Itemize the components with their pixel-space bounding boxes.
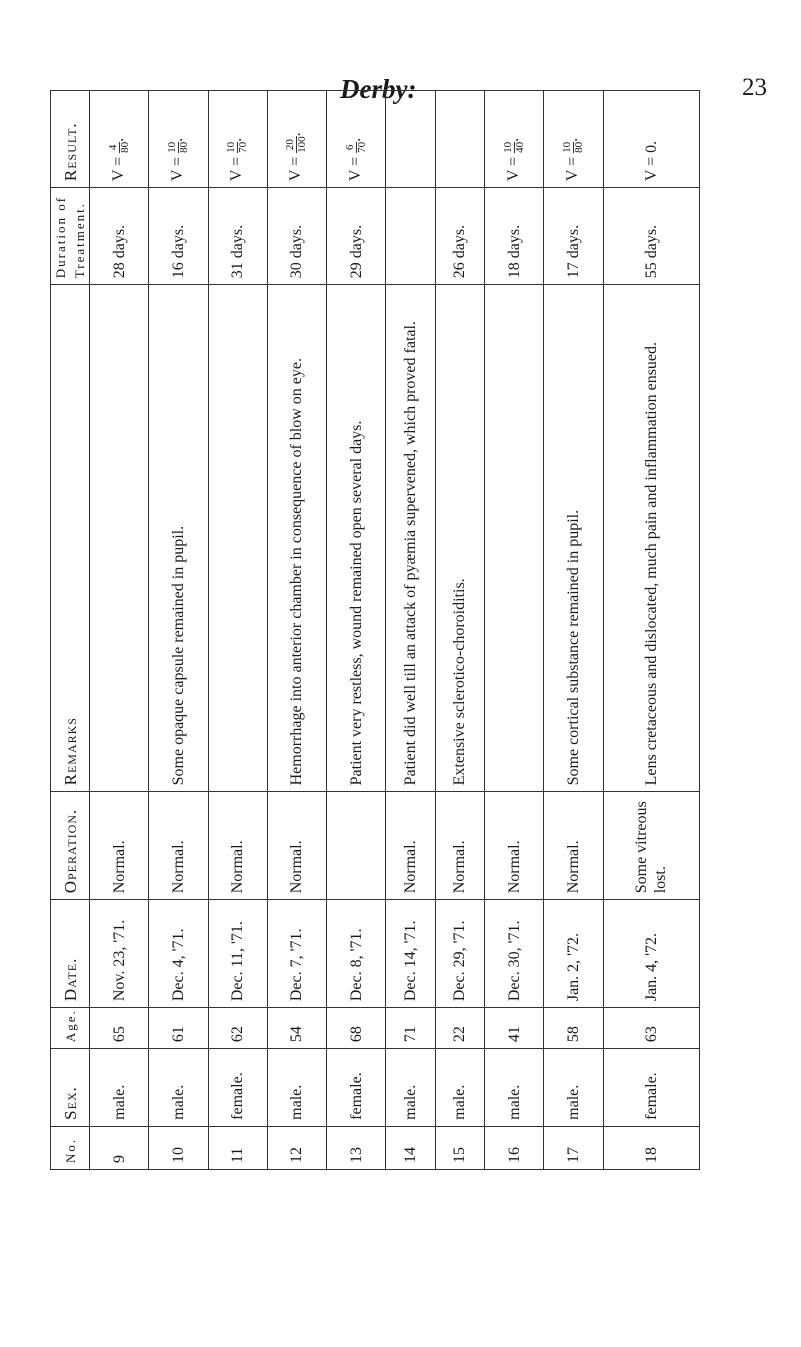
cell-remarks bbox=[208, 285, 267, 792]
result-prefix: V = bbox=[228, 156, 246, 182]
cell-operation: Normal. bbox=[544, 792, 603, 900]
cell-age: 54 bbox=[267, 1008, 326, 1049]
cell-duration: 31 days. bbox=[208, 188, 267, 285]
cell-remarks bbox=[485, 285, 544, 792]
table-row bbox=[149, 91, 208, 1170]
result-numerator: 6 bbox=[345, 142, 357, 153]
table-body bbox=[90, 91, 700, 1170]
cell-remarks: Hemorrhage into anterior chamber in consequence of blow on eye. bbox=[267, 285, 326, 792]
cell-result bbox=[149, 91, 208, 188]
cell-age: 68 bbox=[327, 1008, 386, 1049]
result-numerator: 4 bbox=[108, 142, 120, 153]
result-prefix: V = bbox=[287, 156, 305, 182]
table-row bbox=[435, 91, 484, 1170]
result-fraction bbox=[562, 142, 585, 153]
cell-date: Nov. 23, '71. bbox=[90, 900, 149, 1008]
result-prefix: V = 0. bbox=[642, 140, 660, 182]
cell-date: Dec. 30, '71. bbox=[485, 900, 544, 1008]
result-prefix: V = bbox=[504, 156, 522, 182]
cell-duration: 55 days. bbox=[603, 188, 699, 285]
cell-result bbox=[435, 91, 484, 188]
table-row bbox=[485, 91, 544, 1170]
result-tail: . bbox=[287, 132, 305, 137]
table-row bbox=[267, 91, 326, 1170]
result-denominator: 100 bbox=[296, 136, 309, 153]
result-denominator: 40 bbox=[513, 141, 526, 153]
cell-age: 58 bbox=[544, 1008, 603, 1049]
cell-result bbox=[267, 91, 326, 188]
cell-duration: 18 days. bbox=[485, 188, 544, 285]
result-denominator: 80 bbox=[573, 141, 585, 153]
cell-date: Dec. 4, '71. bbox=[149, 900, 208, 1008]
cell-operation: Normal. bbox=[90, 792, 149, 900]
cell-operation bbox=[327, 792, 386, 900]
result-numerator: 10 bbox=[225, 141, 238, 153]
cataract-cases-table-wrapper bbox=[50, 90, 700, 1170]
result-tail: . bbox=[228, 137, 246, 142]
cell-sex: female. bbox=[327, 1049, 386, 1127]
cell-no: 13 bbox=[327, 1126, 386, 1169]
cell-result bbox=[544, 91, 603, 188]
cell-date: Dec. 8, '71. bbox=[327, 900, 386, 1008]
result-fraction bbox=[108, 142, 131, 153]
result-fraction bbox=[503, 142, 526, 153]
running-title: Derby: bbox=[340, 74, 417, 104]
cell-no: 16 bbox=[485, 1126, 544, 1169]
cell-result bbox=[327, 91, 386, 188]
cell-date: Dec. 29, '71. bbox=[435, 900, 484, 1008]
cell-duration bbox=[386, 188, 435, 285]
cell-no: 12 bbox=[267, 1126, 326, 1169]
header-remarks: Remarks bbox=[51, 285, 90, 792]
header-sex: Sex. bbox=[51, 1049, 90, 1127]
cell-date: Dec. 11, '71. bbox=[208, 900, 267, 1008]
cell-sex: female. bbox=[208, 1049, 267, 1127]
cell-operation: Normal. bbox=[435, 792, 484, 900]
cell-operation: Normal. bbox=[208, 792, 267, 900]
result-numerator: 20 bbox=[285, 136, 297, 153]
cell-no: 15 bbox=[435, 1126, 484, 1169]
cell-no: 10 bbox=[149, 1126, 208, 1169]
cell-age: 63 bbox=[603, 1008, 699, 1049]
cell-result bbox=[603, 91, 699, 188]
cell-duration: 26 days. bbox=[435, 188, 484, 285]
cell-no: 11 bbox=[208, 1126, 267, 1169]
cell-duration: 29 days. bbox=[327, 188, 386, 285]
result-denominator: 80 bbox=[177, 141, 190, 153]
cell-remarks bbox=[90, 285, 149, 792]
cell-remarks: Some opaque capsule remained in pupil. bbox=[149, 285, 208, 792]
result-tail: . bbox=[346, 137, 364, 142]
cell-duration: 30 days. bbox=[267, 188, 326, 285]
cell-operation: Normal. bbox=[386, 792, 435, 900]
cell-result bbox=[485, 91, 544, 188]
cell-duration: 16 days. bbox=[149, 188, 208, 285]
cell-age: 61 bbox=[149, 1008, 208, 1049]
cell-remarks: Extensive sclerotico-choroiditis. bbox=[435, 285, 484, 792]
cell-age: 41 bbox=[485, 1008, 544, 1049]
cell-age: 62 bbox=[208, 1008, 267, 1049]
header-result: Result. bbox=[51, 91, 90, 188]
result-fraction bbox=[285, 136, 308, 153]
result-fraction bbox=[345, 142, 368, 153]
cell-age: 22 bbox=[435, 1008, 484, 1049]
cell-date: Jan. 2, '72. bbox=[544, 900, 603, 1008]
cell-operation: Some vitreous lost. bbox=[603, 792, 699, 900]
table-row bbox=[603, 91, 699, 1170]
table-row bbox=[327, 91, 386, 1170]
cell-sex: male. bbox=[386, 1049, 435, 1127]
cell-sex: male. bbox=[90, 1049, 149, 1127]
cell-result bbox=[208, 91, 267, 188]
header-duration: Duration of Treatment. bbox=[51, 188, 90, 285]
cell-date: Dec. 14, '71. bbox=[386, 900, 435, 1008]
cell-sex: male. bbox=[267, 1049, 326, 1127]
cell-sex: female. bbox=[603, 1049, 699, 1127]
page-number: 23 bbox=[742, 74, 767, 101]
cell-duration: 28 days. bbox=[90, 188, 149, 285]
cell-operation: Normal. bbox=[267, 792, 326, 900]
cell-sex: male. bbox=[485, 1049, 544, 1127]
table-row bbox=[386, 91, 435, 1170]
header-date: Date. bbox=[51, 900, 90, 1008]
cell-remarks: Lens cretaceous and dislocated, much pain and inflammation ensued. bbox=[603, 285, 699, 792]
cell-no: 18 bbox=[603, 1126, 699, 1169]
result-numerator: 10 bbox=[501, 141, 514, 153]
result-tail: . bbox=[504, 137, 522, 142]
result-denominator: 70 bbox=[237, 141, 250, 153]
cell-remarks: Patient very restless, wound remained open several days. bbox=[327, 285, 386, 792]
cell-age: 71 bbox=[386, 1008, 435, 1049]
result-fraction bbox=[167, 142, 190, 153]
result-prefix: V = bbox=[169, 156, 187, 182]
result-prefix: V = bbox=[109, 156, 127, 182]
result-denominator: 80 bbox=[118, 141, 131, 153]
cell-remarks: Some cortical substance remained in pupil. bbox=[544, 285, 603, 792]
result-prefix: V = bbox=[564, 156, 582, 182]
cell-result bbox=[90, 91, 149, 188]
cell-sex: male. bbox=[435, 1049, 484, 1127]
cell-remarks: Patient did well till an attack of pyæmia supervened, which proved fatal. bbox=[386, 285, 435, 792]
result-prefix: V = bbox=[346, 156, 364, 182]
cell-result bbox=[386, 91, 435, 188]
cell-no: 14 bbox=[386, 1126, 435, 1169]
result-tail: . bbox=[109, 137, 127, 142]
result-fraction bbox=[226, 142, 249, 153]
table-row bbox=[544, 91, 603, 1170]
result-tail: . bbox=[169, 137, 187, 142]
cell-no: 17 bbox=[544, 1126, 603, 1169]
table-header-row bbox=[51, 91, 90, 1170]
header-age: Age. bbox=[51, 1008, 90, 1049]
cell-no: 9 bbox=[90, 1126, 149, 1169]
cell-operation: Normal. bbox=[149, 792, 208, 900]
cell-age: 65 bbox=[90, 1008, 149, 1049]
header-operation: Operation. bbox=[51, 792, 90, 900]
header-no: No. bbox=[51, 1126, 90, 1169]
result-tail: . bbox=[564, 137, 582, 142]
cell-sex: male. bbox=[544, 1049, 603, 1127]
cataract-cases-table bbox=[50, 90, 700, 1170]
cell-date: Dec. 7, '71. bbox=[267, 900, 326, 1008]
table-row bbox=[90, 91, 149, 1170]
result-numerator: 10 bbox=[561, 141, 573, 153]
cell-date: Jan. 4, '72. bbox=[603, 900, 699, 1008]
cell-duration: 17 days. bbox=[544, 188, 603, 285]
result-numerator: 10 bbox=[165, 141, 178, 153]
cell-operation: Normal. bbox=[485, 792, 544, 900]
table-row bbox=[208, 91, 267, 1170]
result-denominator: 70 bbox=[355, 141, 368, 153]
cell-sex: male. bbox=[149, 1049, 208, 1127]
